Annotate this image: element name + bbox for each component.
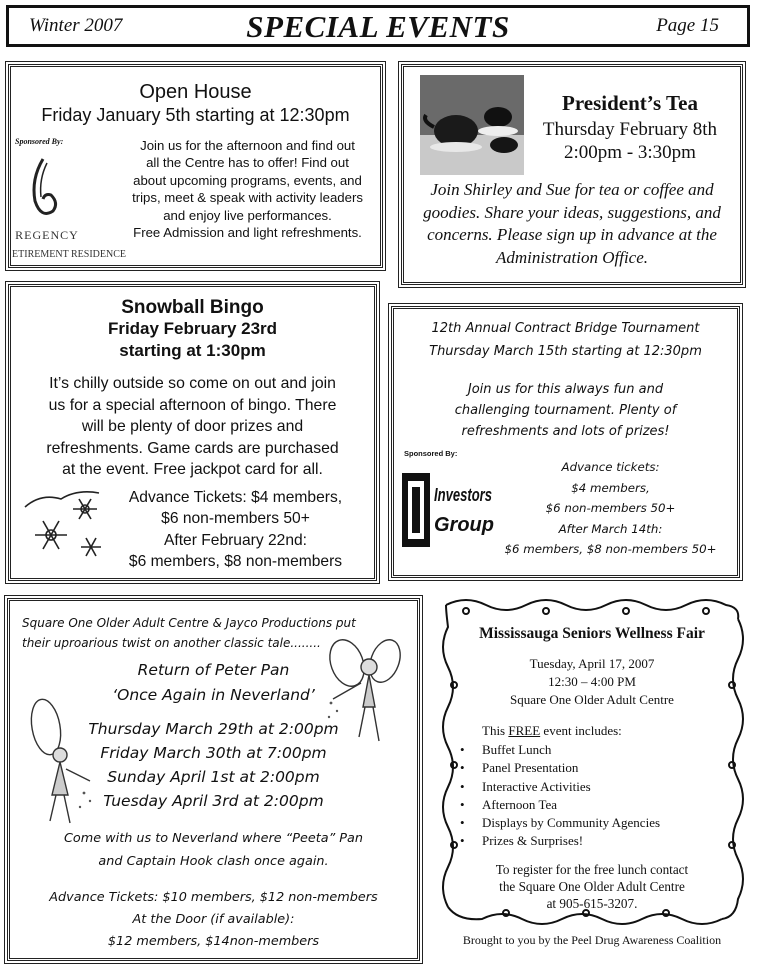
- page-title: SPECIAL EVENTS: [246, 9, 510, 44]
- presidents-tea-box: [401, 64, 743, 285]
- investors-group-logo: [400, 463, 494, 555]
- peter-pan-advance-tickets: Advance Tickets: $10 members, $12 non-members At the Door (if available): $12 members, $14non-members: [49, 890, 378, 949]
- wellness-fair-box: [436, 595, 748, 930]
- tea-title: President’s Tea: [562, 91, 698, 115]
- wellness-lead: This FREE event includes:: [482, 723, 622, 738]
- sponsored-by-label: Sponsored By:: [404, 449, 458, 458]
- open-house-title: Open House: [139, 81, 252, 103]
- bingo-advance-tickets: Advance Tickets: $4 members, $6 non-members 50+ After February 22nd: $6 members, $8 non-members: [128, 489, 343, 571]
- tea-date: Thursday February 8th: [542, 119, 718, 140]
- list-item: • Displays by Community Agencies: [460, 814, 660, 832]
- open-house-body: Join us for the afternoon and find out all the Centre has to offer! Find out about upcoming programs, events, and trips, meet & speak with activity leaders and enjoy live performances. Free Admission and light refreshments.: [132, 138, 363, 241]
- tea-body: Join Shirley and Sue for tea or coffee and goodies. Share your ideas, suggestions, and concerns. Please sign up in advance at the Administration Office.: [423, 180, 721, 267]
- list-item: • Buffet Lunch: [460, 741, 660, 759]
- investors-group-logo-line1: Investors: [434, 485, 492, 505]
- list-item: • Afternoon Tea: [460, 796, 660, 814]
- list-item: • Panel Presentation: [460, 759, 660, 777]
- regency-logo-sub: ETIREMENT RESIDENCE: [12, 249, 126, 260]
- wellness-title: Mississauga Seniors Wellness Fair: [479, 625, 705, 642]
- bridge-tournament-box: [391, 306, 740, 578]
- snowflake-icon: [21, 487, 109, 565]
- peter-pan-body: Come with us to Neverland where “Peeta” Pan and Captain Hook clash once again.: [64, 831, 363, 869]
- wellness-venue: Square One Older Adult Centre: [510, 692, 674, 707]
- regency-logo: [13, 149, 125, 261]
- bingo-body: It’s chilly outside so come on out and join us for a special afternoon of bingo. There will be plenty of door prizes and refreshments. Game cards are purchased at the event. Free jackpot card for all.: [46, 375, 339, 478]
- bridge-advance-tickets: Advance tickets: $4 members, $6 non-members 50+ After March 14th: $6 members, $8 non-members 50+: [504, 460, 717, 556]
- bingo-time: starting at 1:30pm: [119, 341, 266, 360]
- wellness-items: [460, 741, 660, 851]
- wellness-register: To register for the free lunch contact the Square One Older Adult Centre at 905-615-3207.: [495, 862, 689, 911]
- regency-logo-name: REGENCY: [15, 228, 79, 242]
- bingo-title: Snowball Bingo: [121, 297, 264, 318]
- peter-pan-title: Return of Peter Pan: [137, 661, 290, 679]
- peter-pan-dates: Thursday March 29th at 2:00pm Friday March 30th at 7:00pm Sunday April 1st at 2:00pm Tuesday April 3rd at 2:00pm: [88, 720, 339, 810]
- wellness-time: 12:30 – 4:00 PM: [548, 674, 636, 689]
- open-house-box: [8, 64, 383, 268]
- bridge-date: Thursday March 15th starting at 12:30pm: [429, 344, 702, 359]
- investors-group-logo-line2: Group: [434, 514, 494, 536]
- tea-photo: [420, 75, 524, 175]
- snowball-bingo-box: [8, 284, 377, 581]
- bridge-title: 12th Annual Contract Bridge Tournament: [431, 321, 700, 336]
- sponsored-by-label: Sponsored By:: [15, 137, 64, 146]
- open-house-subtitle: Friday January 5th starting at 12:30pm: [41, 105, 350, 125]
- wellness-date: Tuesday, April 17, 2007: [529, 656, 655, 671]
- bingo-date: Friday February 23rd: [107, 319, 278, 338]
- season-label: Winter 2007: [29, 15, 123, 36]
- peter-pan-subtitle: ‘Once Again in Neverland’: [112, 686, 315, 704]
- wellness-footer: Brought to you by the Peel Drug Awareness Coalition: [462, 933, 722, 947]
- peter-pan-intro: Square One Older Adult Centre & Jayco Productions put their uproarious twist on another classic tale........: [22, 616, 356, 650]
- page-number: Page 15: [656, 15, 719, 36]
- bridge-body: Join us for this always fun and challenging tournament. Plenty of refreshments and lots of prizes!: [454, 382, 677, 439]
- page-header: [6, 5, 750, 47]
- peter-pan-box: [7, 598, 420, 961]
- list-item: • Prizes & Surprises!: [460, 832, 660, 850]
- list-item: • Interactive Activities: [460, 778, 660, 796]
- tea-time: 2:00pm - 3:30pm: [564, 142, 696, 163]
